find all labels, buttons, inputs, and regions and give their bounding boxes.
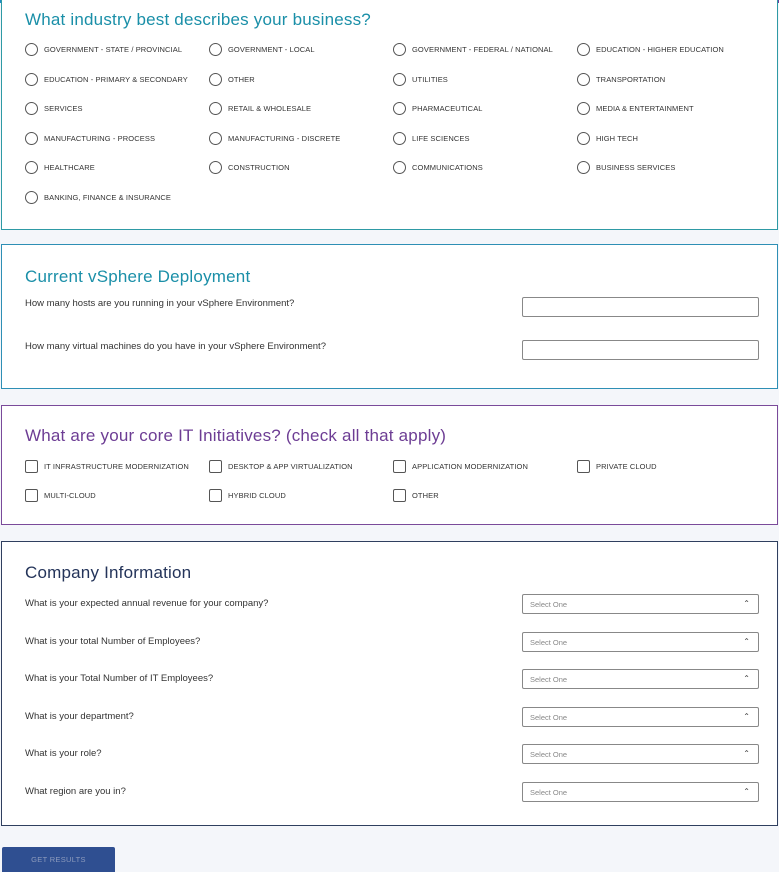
- checkbox[interactable]: [25, 460, 38, 473]
- radio-button[interactable]: [577, 73, 590, 86]
- radio-button[interactable]: [577, 132, 590, 145]
- employees-select[interactable]: Select One ⌃: [522, 632, 759, 652]
- initiative-option[interactable]: OTHER: [393, 489, 439, 502]
- get-results-button[interactable]: GET RESULTS: [2, 847, 115, 872]
- radio-button[interactable]: [209, 43, 222, 56]
- industry-option[interactable]: EDUCATION - HIGHER EDUCATION: [577, 43, 724, 56]
- chevron-up-icon: ⌃: [743, 712, 750, 721]
- department-select[interactable]: Select One ⌃: [522, 707, 759, 727]
- industry-option[interactable]: MANUFACTURING - PROCESS: [25, 132, 155, 145]
- chevron-up-icon: ⌃: [743, 749, 750, 758]
- checkbox[interactable]: [209, 460, 222, 473]
- industry-section: [1, 0, 778, 230]
- vsphere-section: [1, 244, 778, 389]
- industry-option[interactable]: UTILITIES: [393, 73, 448, 86]
- radio-button[interactable]: [25, 132, 38, 145]
- radio-button[interactable]: [25, 102, 38, 115]
- radio-button[interactable]: [577, 161, 590, 174]
- checkbox[interactable]: [209, 489, 222, 502]
- revenue-select[interactable]: Select One ⌃: [522, 594, 759, 614]
- industry-option[interactable]: GOVERNMENT - STATE / PROVINCIAL: [25, 43, 182, 56]
- region-select[interactable]: Select One ⌃: [522, 782, 759, 802]
- vsphere-title: Current vSphere Deployment: [25, 267, 251, 286]
- vms-input[interactable]: [522, 340, 759, 360]
- radio-button[interactable]: [25, 161, 38, 174]
- industry-option[interactable]: COMMUNICATIONS: [393, 161, 483, 174]
- industry-option[interactable]: TRANSPORTATION: [577, 73, 665, 86]
- industry-option[interactable]: GOVERNMENT - FEDERAL / NATIONAL: [393, 43, 553, 56]
- radio-button[interactable]: [577, 102, 590, 115]
- industry-option[interactable]: HIGH TECH: [577, 132, 638, 145]
- radio-button[interactable]: [577, 43, 590, 56]
- radio-button[interactable]: [209, 73, 222, 86]
- industry-option[interactable]: LIFE SCIENCES: [393, 132, 470, 145]
- it-initiatives-title: What are your core IT Initiatives? (check all that apply): [25, 426, 447, 445]
- chevron-up-icon: ⌃: [743, 674, 750, 683]
- initiative-option[interactable]: MULTI-CLOUD: [25, 489, 96, 502]
- radio-button[interactable]: [209, 102, 222, 115]
- chevron-up-icon: ⌃: [743, 787, 750, 796]
- industry-option[interactable]: GOVERNMENT - LOCAL: [209, 43, 315, 56]
- it-employees-question: What is your Total Number of IT Employees?: [25, 673, 214, 684]
- radio-button[interactable]: [25, 191, 38, 204]
- region-question: What region are you in?: [25, 786, 126, 797]
- industry-option[interactable]: RETAIL & WHOLESALE: [209, 102, 311, 115]
- industry-option[interactable]: HEALTHCARE: [25, 161, 95, 174]
- hosts-question: How many hosts are you running in your vSphere Environment?: [25, 298, 295, 309]
- department-question: What is your department?: [25, 711, 134, 722]
- it-initiatives-section: [1, 405, 778, 525]
- industry-option[interactable]: EDUCATION - PRIMARY & SECONDARY: [25, 73, 188, 86]
- employees-question: What is your total Number of Employees?: [25, 636, 201, 647]
- chevron-up-icon: ⌃: [743, 637, 750, 646]
- role-select[interactable]: Select One ⌃: [522, 744, 759, 764]
- radio-button[interactable]: [393, 73, 406, 86]
- role-question: What is your role?: [25, 748, 102, 759]
- company-info-section: [1, 541, 778, 826]
- initiative-option[interactable]: DESKTOP & APP VIRTUALIZATION: [209, 460, 353, 473]
- initiative-option[interactable]: HYBRID CLOUD: [209, 489, 286, 502]
- industry-option[interactable]: CONSTRUCTION: [209, 161, 290, 174]
- industry-option[interactable]: PHARMACEUTICAL: [393, 102, 483, 115]
- industry-title: What industry best describes your business?: [25, 10, 371, 29]
- industry-option[interactable]: OTHER: [209, 73, 255, 86]
- radio-button[interactable]: [393, 43, 406, 56]
- hosts-input[interactable]: [522, 297, 759, 317]
- industry-option[interactable]: MEDIA & ENTERTAINMENT: [577, 102, 694, 115]
- radio-button[interactable]: [393, 132, 406, 145]
- radio-button[interactable]: [25, 43, 38, 56]
- initiative-option[interactable]: PRIVATE CLOUD: [577, 460, 657, 473]
- initiative-option[interactable]: APPLICATION MODERNIZATION: [393, 460, 528, 473]
- it-employees-select[interactable]: Select One ⌃: [522, 669, 759, 689]
- industry-option[interactable]: MANUFACTURING - DISCRETE: [209, 132, 340, 145]
- checkbox[interactable]: [393, 460, 406, 473]
- radio-button[interactable]: [393, 102, 406, 115]
- vms-question: How many virtual machines do you have in your vSphere Environment?: [25, 341, 326, 352]
- radio-button[interactable]: [209, 132, 222, 145]
- initiative-option[interactable]: IT INFRASTRUCTURE MODERNIZATION: [25, 460, 189, 473]
- industry-option[interactable]: BANKING, FINANCE & INSURANCE: [25, 191, 171, 204]
- radio-button[interactable]: [393, 161, 406, 174]
- checkbox[interactable]: [25, 489, 38, 502]
- checkbox[interactable]: [393, 489, 406, 502]
- radio-button[interactable]: [209, 161, 222, 174]
- company-info-title: Company Information: [25, 563, 192, 582]
- chevron-up-icon: ⌃: [743, 599, 750, 608]
- industry-option[interactable]: BUSINESS SERVICES: [577, 161, 676, 174]
- revenue-question: What is your expected annual revenue for your company?: [25, 598, 269, 609]
- radio-button[interactable]: [25, 73, 38, 86]
- checkbox[interactable]: [577, 460, 590, 473]
- industry-option[interactable]: SERVICES: [25, 102, 83, 115]
